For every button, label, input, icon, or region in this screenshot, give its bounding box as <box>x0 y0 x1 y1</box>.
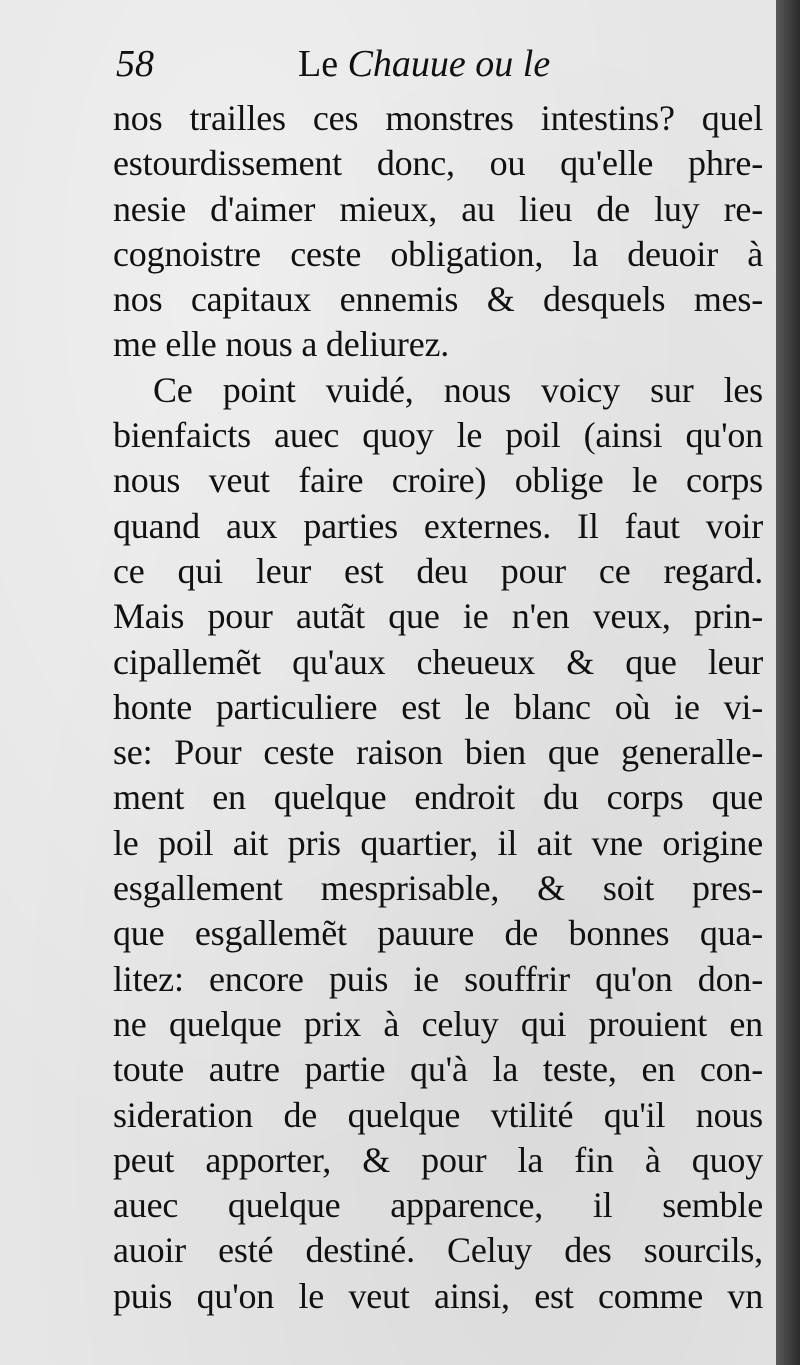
text-line: le poil ait pris quartier, il ait vne origine <box>113 822 763 863</box>
text-line: puis qu'on le veut ainsi, est comme vn <box>113 1275 763 1316</box>
text-line: Mais pour autãt que ie n'en veux, prin- <box>113 596 763 637</box>
body-text <box>113 96 763 1319</box>
page-header <box>110 42 750 92</box>
text-line: cognoistre ceste obligation, la deuoir à <box>113 233 763 274</box>
running-title-italic: Chauue ou le <box>347 43 551 85</box>
text-line: sideration de quelque vtilité qu'il nous <box>113 1094 763 1135</box>
text-line: que esgallemẽt pauure de bonnes qua- <box>113 913 763 954</box>
text-line: auoir esté destiné. Celuy des sourcils, <box>113 1230 763 1271</box>
running-title <box>298 42 550 86</box>
text-line: quand aux parties externes. Il faut voir <box>113 505 763 546</box>
text-line: litez: encore puis ie souffrir qu'on don- <box>113 958 763 999</box>
text-line: nesie d'aimer mieux, au lieu de luy re- <box>113 188 763 229</box>
running-title-start: Le <box>298 43 348 85</box>
page-number: 58 <box>116 43 154 85</box>
text-line: estourdissement donc, ou qu'elle phre- <box>113 143 763 184</box>
text-line: ce qui leur est deu pour ce regard. <box>113 550 763 591</box>
text-line: ment en quelque endroit du corps que <box>113 777 763 818</box>
text-line: auec quelque apparence, il semble <box>113 1185 763 1226</box>
text-line: nos trailles ces monstres intestins? quel <box>113 98 763 138</box>
page-edge-shadow <box>776 0 800 1365</box>
text-line: bienfaicts auec quoy le poil (ainsi qu'on <box>113 415 763 456</box>
text-line: ne quelque prix à celuy qui prouient en <box>113 1003 763 1044</box>
text-line: me elle nous a deliurez. <box>113 324 450 365</box>
text-line: esgallement mesprisable, & soit pres- <box>113 868 763 909</box>
text-line: nous veut faire croire) oblige le corps <box>113 460 763 501</box>
text-line: peut apporter, & pour la fin à quoy <box>113 1139 763 1180</box>
text-line: nos capitaux ennemis & desquels mes- <box>113 279 763 320</box>
text-line: cipallemẽt qu'aux cheueux & que leur <box>113 641 763 682</box>
text-line: toute autre partie qu'à la teste, en con- <box>113 1049 763 1090</box>
text-line: Ce point vuidé, nous voicy sur les <box>153 369 763 410</box>
text-line: se: Pour ceste raison bien que generalle- <box>113 732 763 773</box>
text-line: honte particuliere est le blanc où ie vi- <box>113 686 763 727</box>
